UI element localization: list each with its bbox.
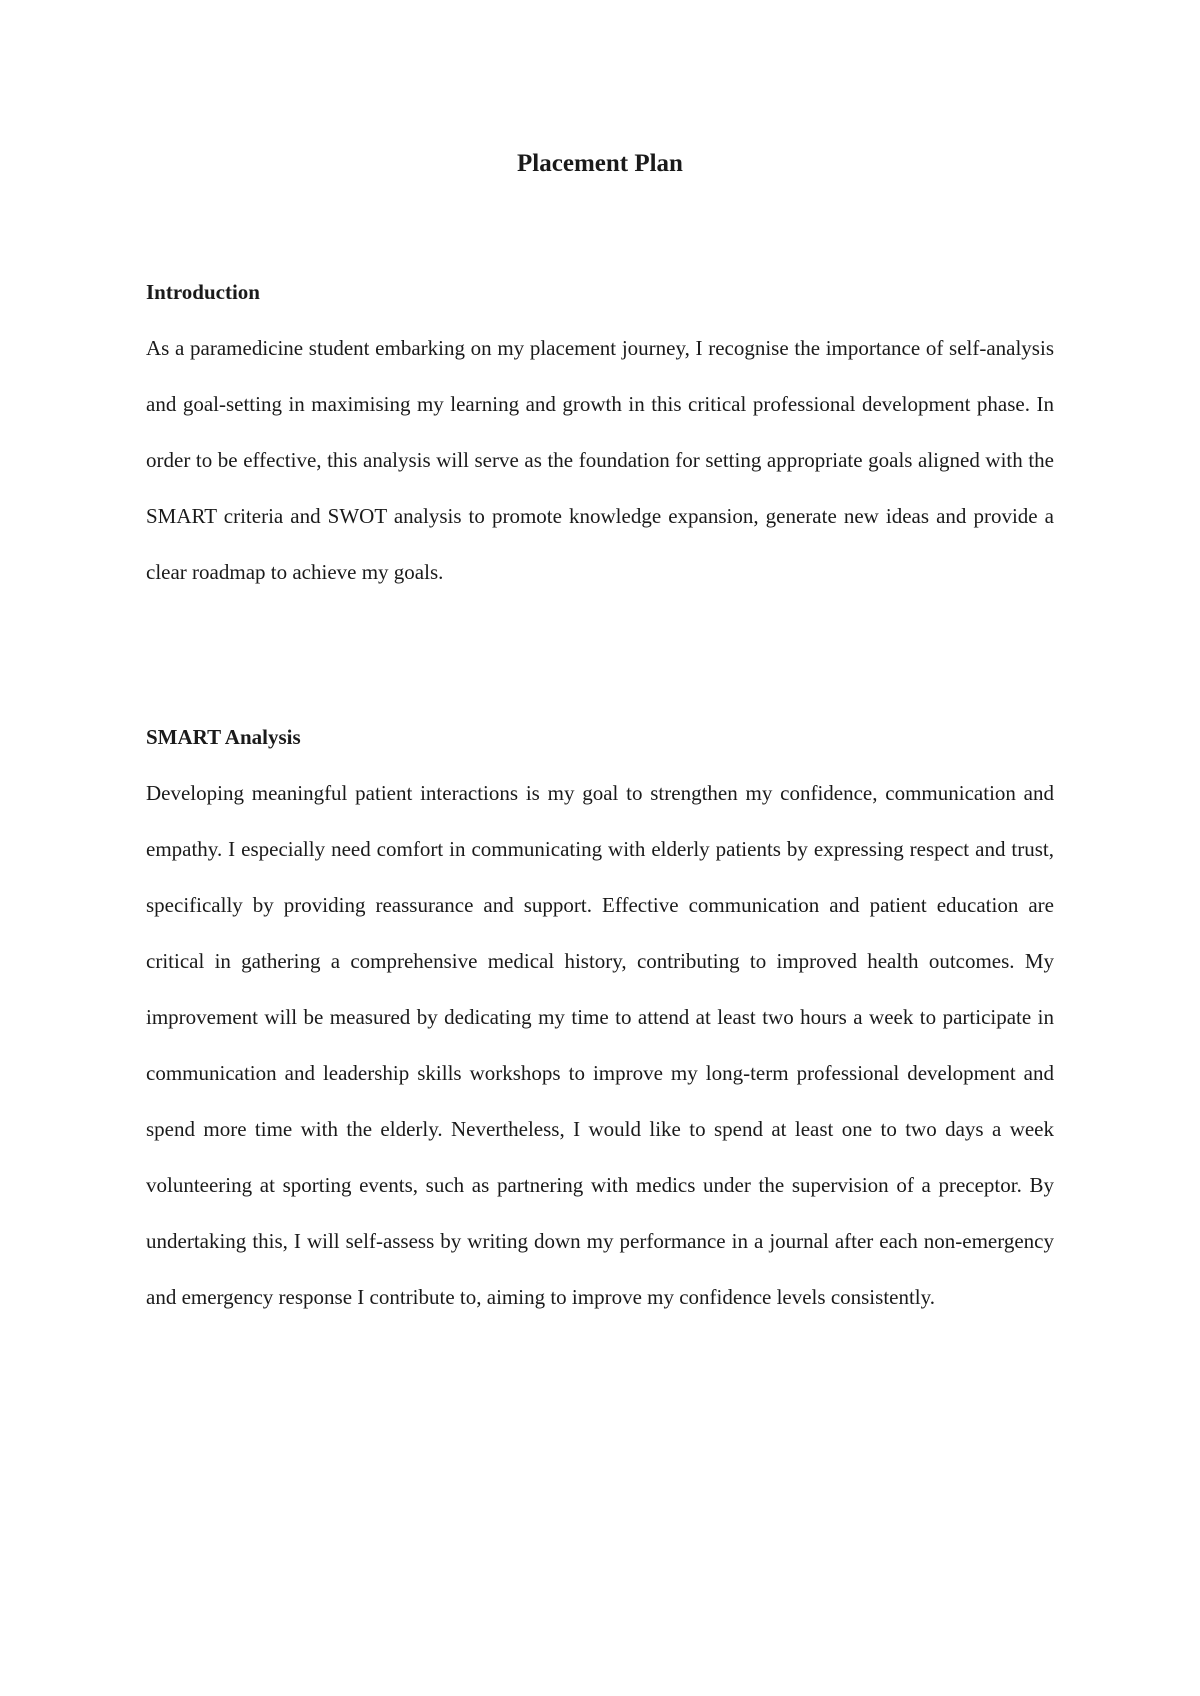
smart-analysis-paragraph: Developing meaningful patient interactions is my goal to strengthen my confidence, communication and empathy. I especially need comfort in communicating with elderly patients by expressing respect and trust, specifically by providing reassurance and support. Effective communication and patient education are critical in gathering a comprehensive medical history, contributing to improved health outcomes. My improvement will be measured by dedicating my time to attend at least two hours a week to participate in communication and leadership skills workshops to improve my long-term professional development and spend more time with the elderly. Nevertheless, I would like to spend at least one to two days a week volunteering at sporting events, such as partnering with medics under the supervision of a preceptor. By undertaking this, I will self-assess by writing down my performance in a journal after each non-emergency and emergency response I contribute to, aiming to improve my confidence levels consistently.: [146, 781, 1054, 1309]
introduction-section: [146, 278, 1054, 600]
page-title: Placement Plan: [517, 150, 683, 177]
smart-analysis-heading: SMART Analysis: [146, 725, 301, 749]
introduction-paragraph: As a paramedicine student embarking on my placement journey, I recognise the importance of self-analysis and goal-setting in maximising my learning and growth in this critical professional development phase. In order to be effective, this analysis will serve as the foundation for setting appropriate goals aligned with the SMART criteria and SWOT analysis to promote knowledge expansion, generate new ideas and provide a clear roadmap to achieve my goals.: [146, 336, 1054, 584]
smart-analysis-section: [146, 723, 1054, 1325]
introduction-heading: Introduction: [146, 280, 260, 304]
